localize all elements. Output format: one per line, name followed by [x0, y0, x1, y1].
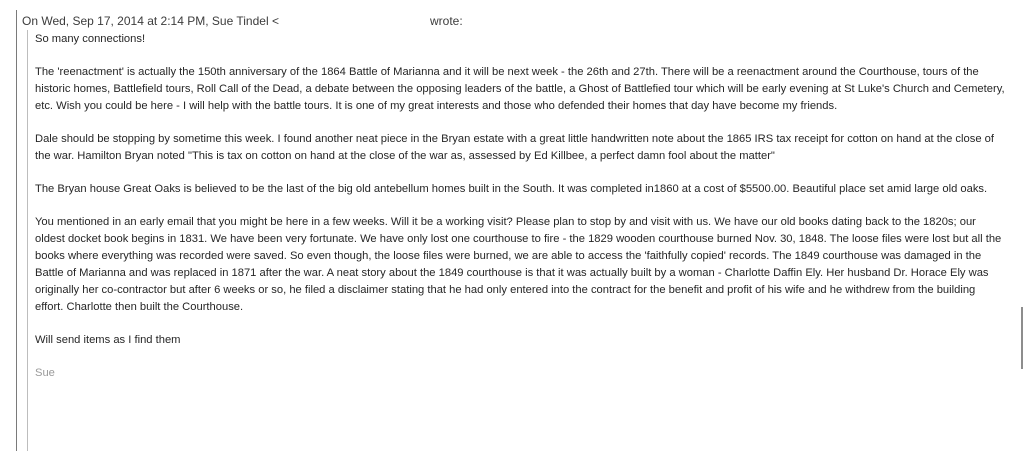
- quote-rule-outer: [16, 10, 17, 451]
- paragraph-bryan-estate: Dale should be stopping by sometime this week. I found another neat piece in the Bryan estate with a great little handwritten note about the 1865 IRS tax receipt for cotton on hand at the close of the war. Hamilton Bryan noted "This is tax on cotton on hand at the close of the war as, assessed by Ed Killbee, a perfect damn fool about the matter": [35, 133, 994, 162]
- greeting-paragraph: So many connections!: [35, 33, 146, 45]
- paragraph-courthouse: You mentioned in an early email that you might be here in a few weeks. Will it be a working visit? Please plan to stop by and visit with us. We have our old books dating back to the 1820s; our oldest docket book begins in 1831. We have been very fortunate. We have only lost one courthouse to fire - the 1829 wooden courthouse burned Nov. 30, 1848. The loose files were lost but all the books where everything was recorded were saved. So even though, the loose files were burned, we are able to access the 'faithfully copied' records. The 1849 courthouse was damaged in the Battle of Marianna and was replaced in 1871 after the war. A neat story about the 1849 courthouse is that it was actually built by a woman - Charlotte Daffin Ely. Her husband Dr. Horace Ely was originally her co-contractor but after 6 weeks or so, he filed a disclaimer stating that he had only entered into the contract for the benefit and profit of his wife and he withdrew from the building effort. Charlotte then built the Courthouse.: [35, 216, 1002, 313]
- quoted-message: [27, 30, 1017, 451]
- reply-header-wrote: wrote:: [430, 14, 463, 28]
- paragraph-great-oaks: The Bryan house Great Oaks is believed to be the last of the big old antebellum homes built in the South. It was completed in1860 at a cost of $5500.00. Beautiful place set amid large old oaks.: [35, 183, 988, 195]
- reply-header: [22, 13, 463, 29]
- paragraph-reenactment: The 'reenactment' is actually the 150th anniversary of the 1864 Battle of Marianna and it will be next week - the 26th and 27th. There will be a reenactment around the Courthouse, tours of the historic homes, Battlefield tours, Roll Call of the Dead, a debate between the opposing leaders of the battle, a Ghost of Battlefied tour which will be early evening at St Luke's Church and Cemetery, etc. Wish you could be here - I will help with the battle tours. It is one of my great interests and those who defended their homes that day have become my friends.: [35, 66, 1005, 112]
- signature: Sue: [35, 367, 55, 379]
- reply-header-intro: On Wed, Sep 17, 2014 at 2:14 PM, Sue Tindel <: [22, 14, 279, 28]
- paragraph-closing: Will send items as I find them: [35, 334, 181, 346]
